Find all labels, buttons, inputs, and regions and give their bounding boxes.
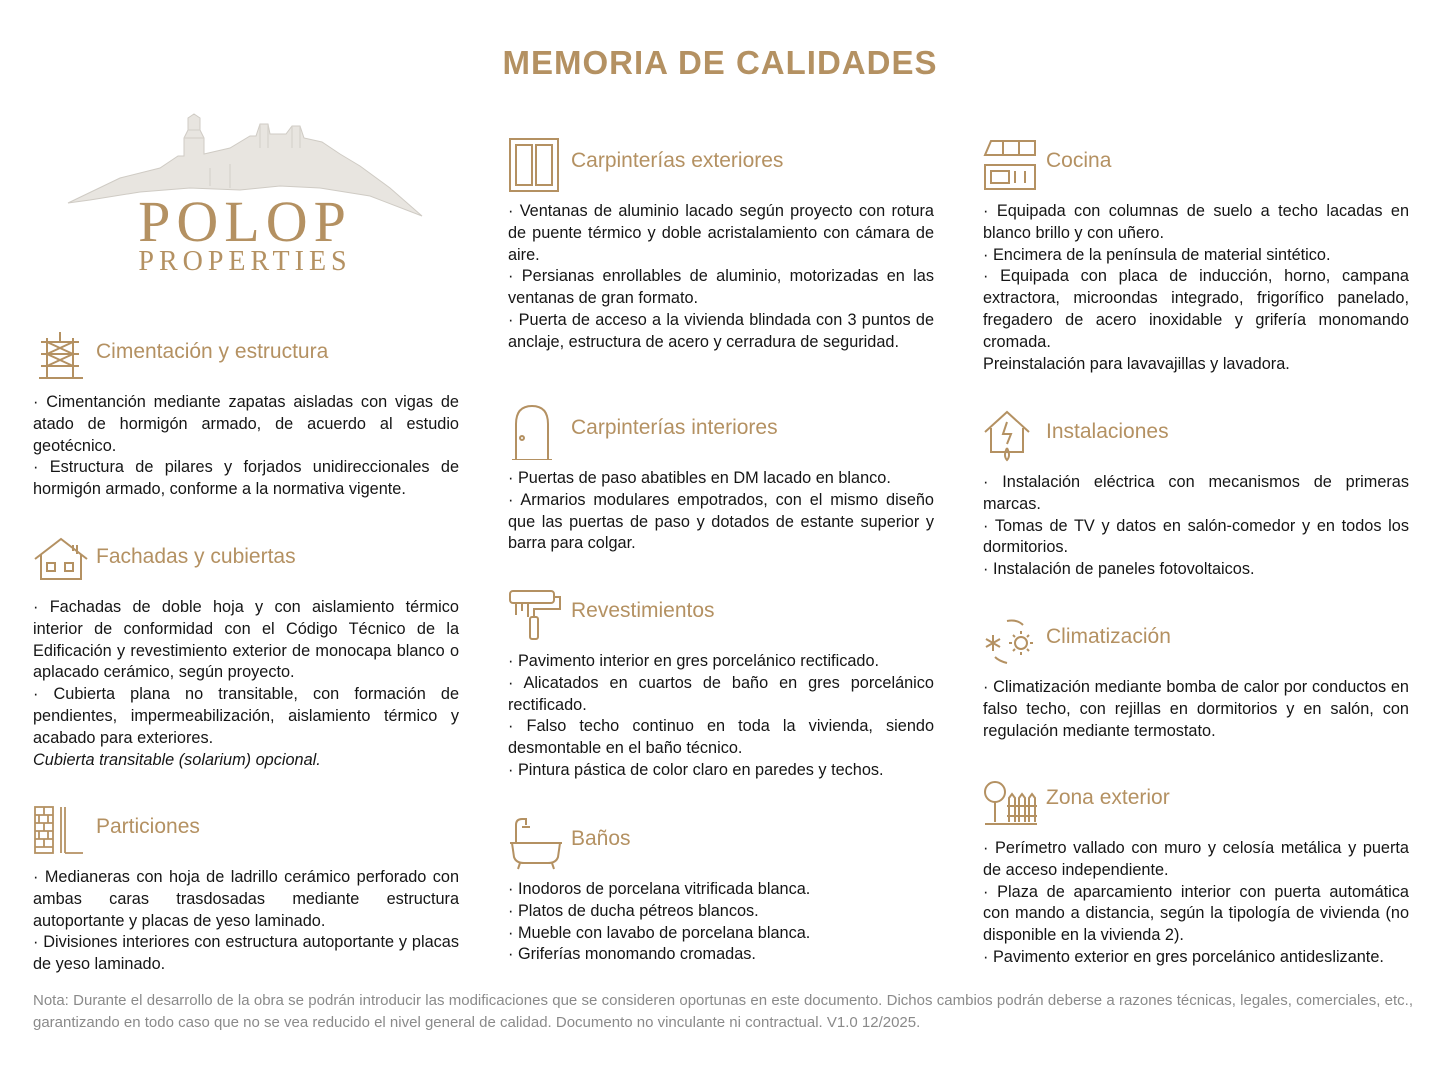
list-item: · Climatización mediante bomba de calor por conductos en falso techo, con rejillas en dormitorios y en salón, con regulación mediante termostato.: [983, 678, 1409, 740]
section-zona-exterior: [983, 774, 1409, 969]
list-item: · Instalación de paneles fotovoltaicos.: [983, 560, 1255, 579]
logo-subtitle: PROPERTIES: [138, 246, 352, 277]
section-title: Instalaciones: [1046, 420, 1169, 443]
house-icon: [33, 533, 89, 589]
window-icon: [508, 137, 564, 193]
list-item: · Divisiones interiores con estructura autoportante y placas de yeso laminado.: [33, 933, 459, 974]
list-item: · Fachadas de doble hoja y con aislamiento térmico interior de conformidad con el Código Técnico de la Edificación y revestimiento exterior de monocapa blanco o aplacado cerámico, según proyecto.: [33, 598, 459, 682]
list-item: · Instalación eléctrica con mecanismos de primeras marcas.: [983, 473, 1409, 513]
section-fachadas: [33, 533, 459, 771]
section-title: Fachadas y cubiertas: [96, 545, 296, 568]
list-item: · Equipada con columnas de suelo a techo lacadas en blanco brillo y con uñero.: [983, 202, 1409, 242]
list-item: · Platos de ducha pétreos blancos.: [508, 901, 759, 920]
list-item: · Plaza de aparcamiento interior con puerta automática con mando a distancia, según la tipología de vivienda (no disponible en la vivienda 2).: [983, 882, 1409, 945]
section-title: Carpinterías exteriores: [571, 149, 784, 172]
section-carpinterias-exteriores: [508, 137, 934, 354]
door-icon: [508, 404, 564, 460]
kitchen-icon: [983, 137, 1039, 193]
section-title: Cimentación y estructura: [96, 340, 329, 363]
section-banos: [508, 815, 934, 966]
logo-name: POLOP: [138, 189, 352, 254]
list-item: · Equipada con placa de inducción, horno, campana extractora, microondas integrado, frigorífico panelado, fregadero de acero inoxidable y grifería monomando cromada.: [983, 267, 1409, 351]
section-cocina: [983, 137, 1409, 375]
section-particiones: [33, 803, 459, 976]
scaffold-icon: [33, 328, 89, 384]
list-item: · Inodoros de porcelana vitrificada blanca.: [508, 880, 811, 898]
list-item: · Persianas enrollables de aluminio, motorizadas en las ventanas de gran formato.: [508, 267, 934, 308]
page-title: MEMORIA DE CALIDADES: [502, 44, 938, 81]
list-item: · Perímetro vallado con muro y celosía metálica y puerta de acceso independiente.: [983, 839, 1409, 879]
list-item: · Pintura pástica de color claro en paredes y techos.: [508, 760, 884, 779]
section-title: Climatización: [1046, 625, 1171, 648]
paint-roller-icon: [508, 587, 564, 643]
list-item: · Alicatados en cuartos de baño en gres porcelánico rectificado.: [508, 673, 934, 714]
section-climatizacion: [983, 613, 1409, 742]
list-item: · Puertas de paso abatibles en DM lacado en blanco.: [508, 469, 891, 487]
list-item: · Cimentanción mediante zapatas aisladas con vigas de atado de hormigón armado, de acuerdo al estudio geotécnico.: [33, 393, 459, 455]
disclaimer-note: Nota: Durante el desarrollo de la obra se podrán introducir las modificaciones que se consideren oportunas en este documento. Dichos cambios podrán deberse a razones técnicas, legales, comerciales, etc., garantizando en todo caso que no se vea reducido el nivel general de calidad. Documento no vinculante ni contractual. V1.0 12/2025.: [33, 992, 1413, 1031]
section-title: Carpinterías interiores: [571, 416, 778, 439]
bathtub-icon: [508, 815, 564, 871]
list-item: · Puerta de acceso a la vivienda blindada con 3 puntos de anclaje, estructura de acero y cerradura de seguridad.: [508, 310, 934, 351]
list-item: · Mueble con lavabo de porcelana blanca.: [508, 923, 811, 942]
list-item: · Tomas de TV y datos en salón-comedor y en todos los dormitorios.: [983, 516, 1409, 557]
list-item: · Encimera de la península de material sintético.: [983, 245, 1331, 264]
list-item: · Ventanas de aluminio lacado según proyecto con rotura de puente térmico y doble acristalamiento con cámara de aire.: [508, 202, 934, 264]
optional-note: Cubierta transitable (solarium) opcional.: [33, 750, 321, 769]
section-title: Baños: [571, 827, 631, 850]
climate-icon: [983, 613, 1039, 669]
section-revestimientos: [508, 587, 934, 782]
list-item: · Cubierta plana no transitable, con formación de pendientes, impermeabilización, aislamiento térmico y acabado para exteriores.: [33, 685, 459, 747]
list-item: · Armarios modulares empotrados, con el mismo diseño que las puertas de paso y dotados de estante superior y barra para colgar.: [508, 490, 934, 553]
list-item: · Medianeras con hoja de ladrillo cerámico perforado con ambas caras trasdosadas mediante estructura autoportante y placas de yeso laminado.: [33, 868, 459, 930]
section-carpinterias-interiores: [508, 404, 934, 555]
section-instalaciones: [983, 408, 1409, 581]
list-item: · Griferías monomando cromadas.: [508, 945, 756, 964]
section-cimentacion: [33, 328, 459, 501]
list-item: · Falso techo continuo en toda la vivienda, siendo desmontable en el baño técnico.: [508, 717, 934, 758]
section-title: Zona exterior: [1046, 786, 1170, 809]
brick-wall-icon: [33, 803, 89, 859]
house-utilities-icon: [983, 408, 1039, 464]
list-item: · Estructura de pilares y forjados unidireccionales de hormigón armado, conforme a la normativa vigente.: [33, 458, 459, 499]
section-title: Cocina: [1046, 149, 1112, 172]
garden-fence-icon: [983, 774, 1039, 830]
section-title: Particiones: [96, 815, 200, 838]
section-title: Revestimientos: [571, 599, 715, 622]
list-item: · Pavimento interior en gres porcelánico rectificado.: [508, 652, 880, 670]
list-item: · Pavimento exterior en gres porcelánico antideslizante.: [983, 947, 1384, 966]
list-item: Preinstalación para lavavajillas y lavadora.: [983, 354, 1290, 373]
polop-logo: [60, 108, 430, 288]
